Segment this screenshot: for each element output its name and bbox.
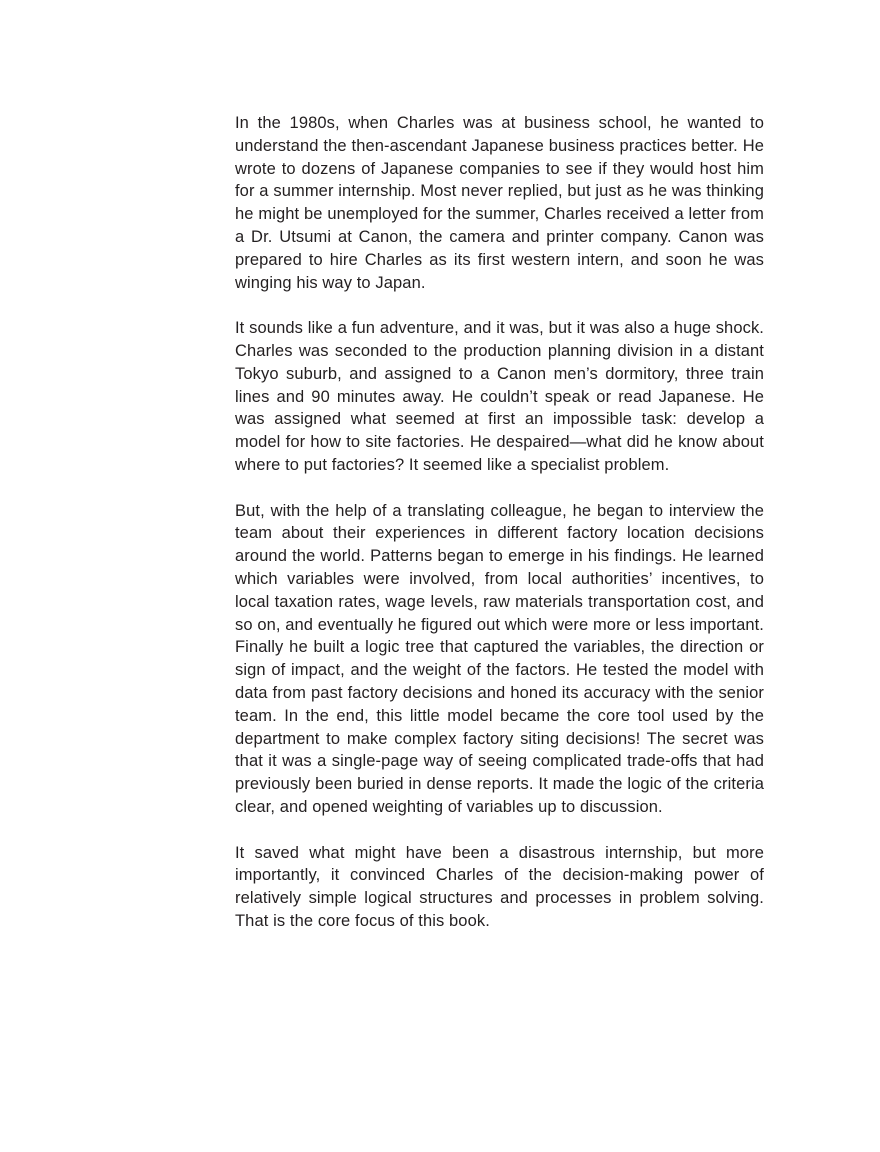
paragraph-3: But, with the help of a translating colleague, he began to interview the team about their experiences in different factory location decisions around the world. Patterns began to emerge in his findings. He learned which variables were involved, from local authorities’ incentives, to local taxation rates, wage levels, raw materials transportation cost, and so on, and eventually he figured out which were more or less important. Finally he built a logic tree that captured the variables, the direction or sign of impact, and the weight of the factors. He tested the model with data from past factory decisions and honed its accuracy with the senior team. In the end, this little model became the core tool used by the department to make complex factory siting decisions! The secret was that it was a single-page way of seeing complicated trade-offs that had previously been buried in dense reports. It made the logic of the criteria clear, and opened weighting of variables up to discussion. xyxy=(235,501,764,816)
body-text-block xyxy=(235,112,764,933)
paragraph-2: It sounds like a fun adventure, and it was, but it was also a huge shock. Charles was seconded to the production planning division in a distant Tokyo suburb, and assigned to a Canon men’s dormitory, three train lines and 90 minutes away. He couldn’t speak or read Japanese. He was assigned what seemed at first an impossible task: develop a model for how to site factories. He despaired—what did he know about where to put factories? It seemed like a specialist problem. xyxy=(235,319,764,474)
paragraph-4: It saved what might have been a disastrous internship, but more importantly, it convinced Charles of the decision-making power of relatively simple logical structures and processes in problem solving. That is the core focus of this book. xyxy=(235,843,764,930)
paragraph-1: In the 1980s, when Charles was at business school, he wanted to understand the then-ascendant Japanese business practices better. He wrote to dozens of Japanese companies to see if they would host him for a summer internship. Most never replied, but just as he was thinking he might be unemployed for the summer, Charles received a letter from a Dr. Utsumi at Canon, the camera and printer company. Canon was prepared to hire Charles as its first western intern, and soon he was winging his way to Japan. xyxy=(235,114,764,292)
